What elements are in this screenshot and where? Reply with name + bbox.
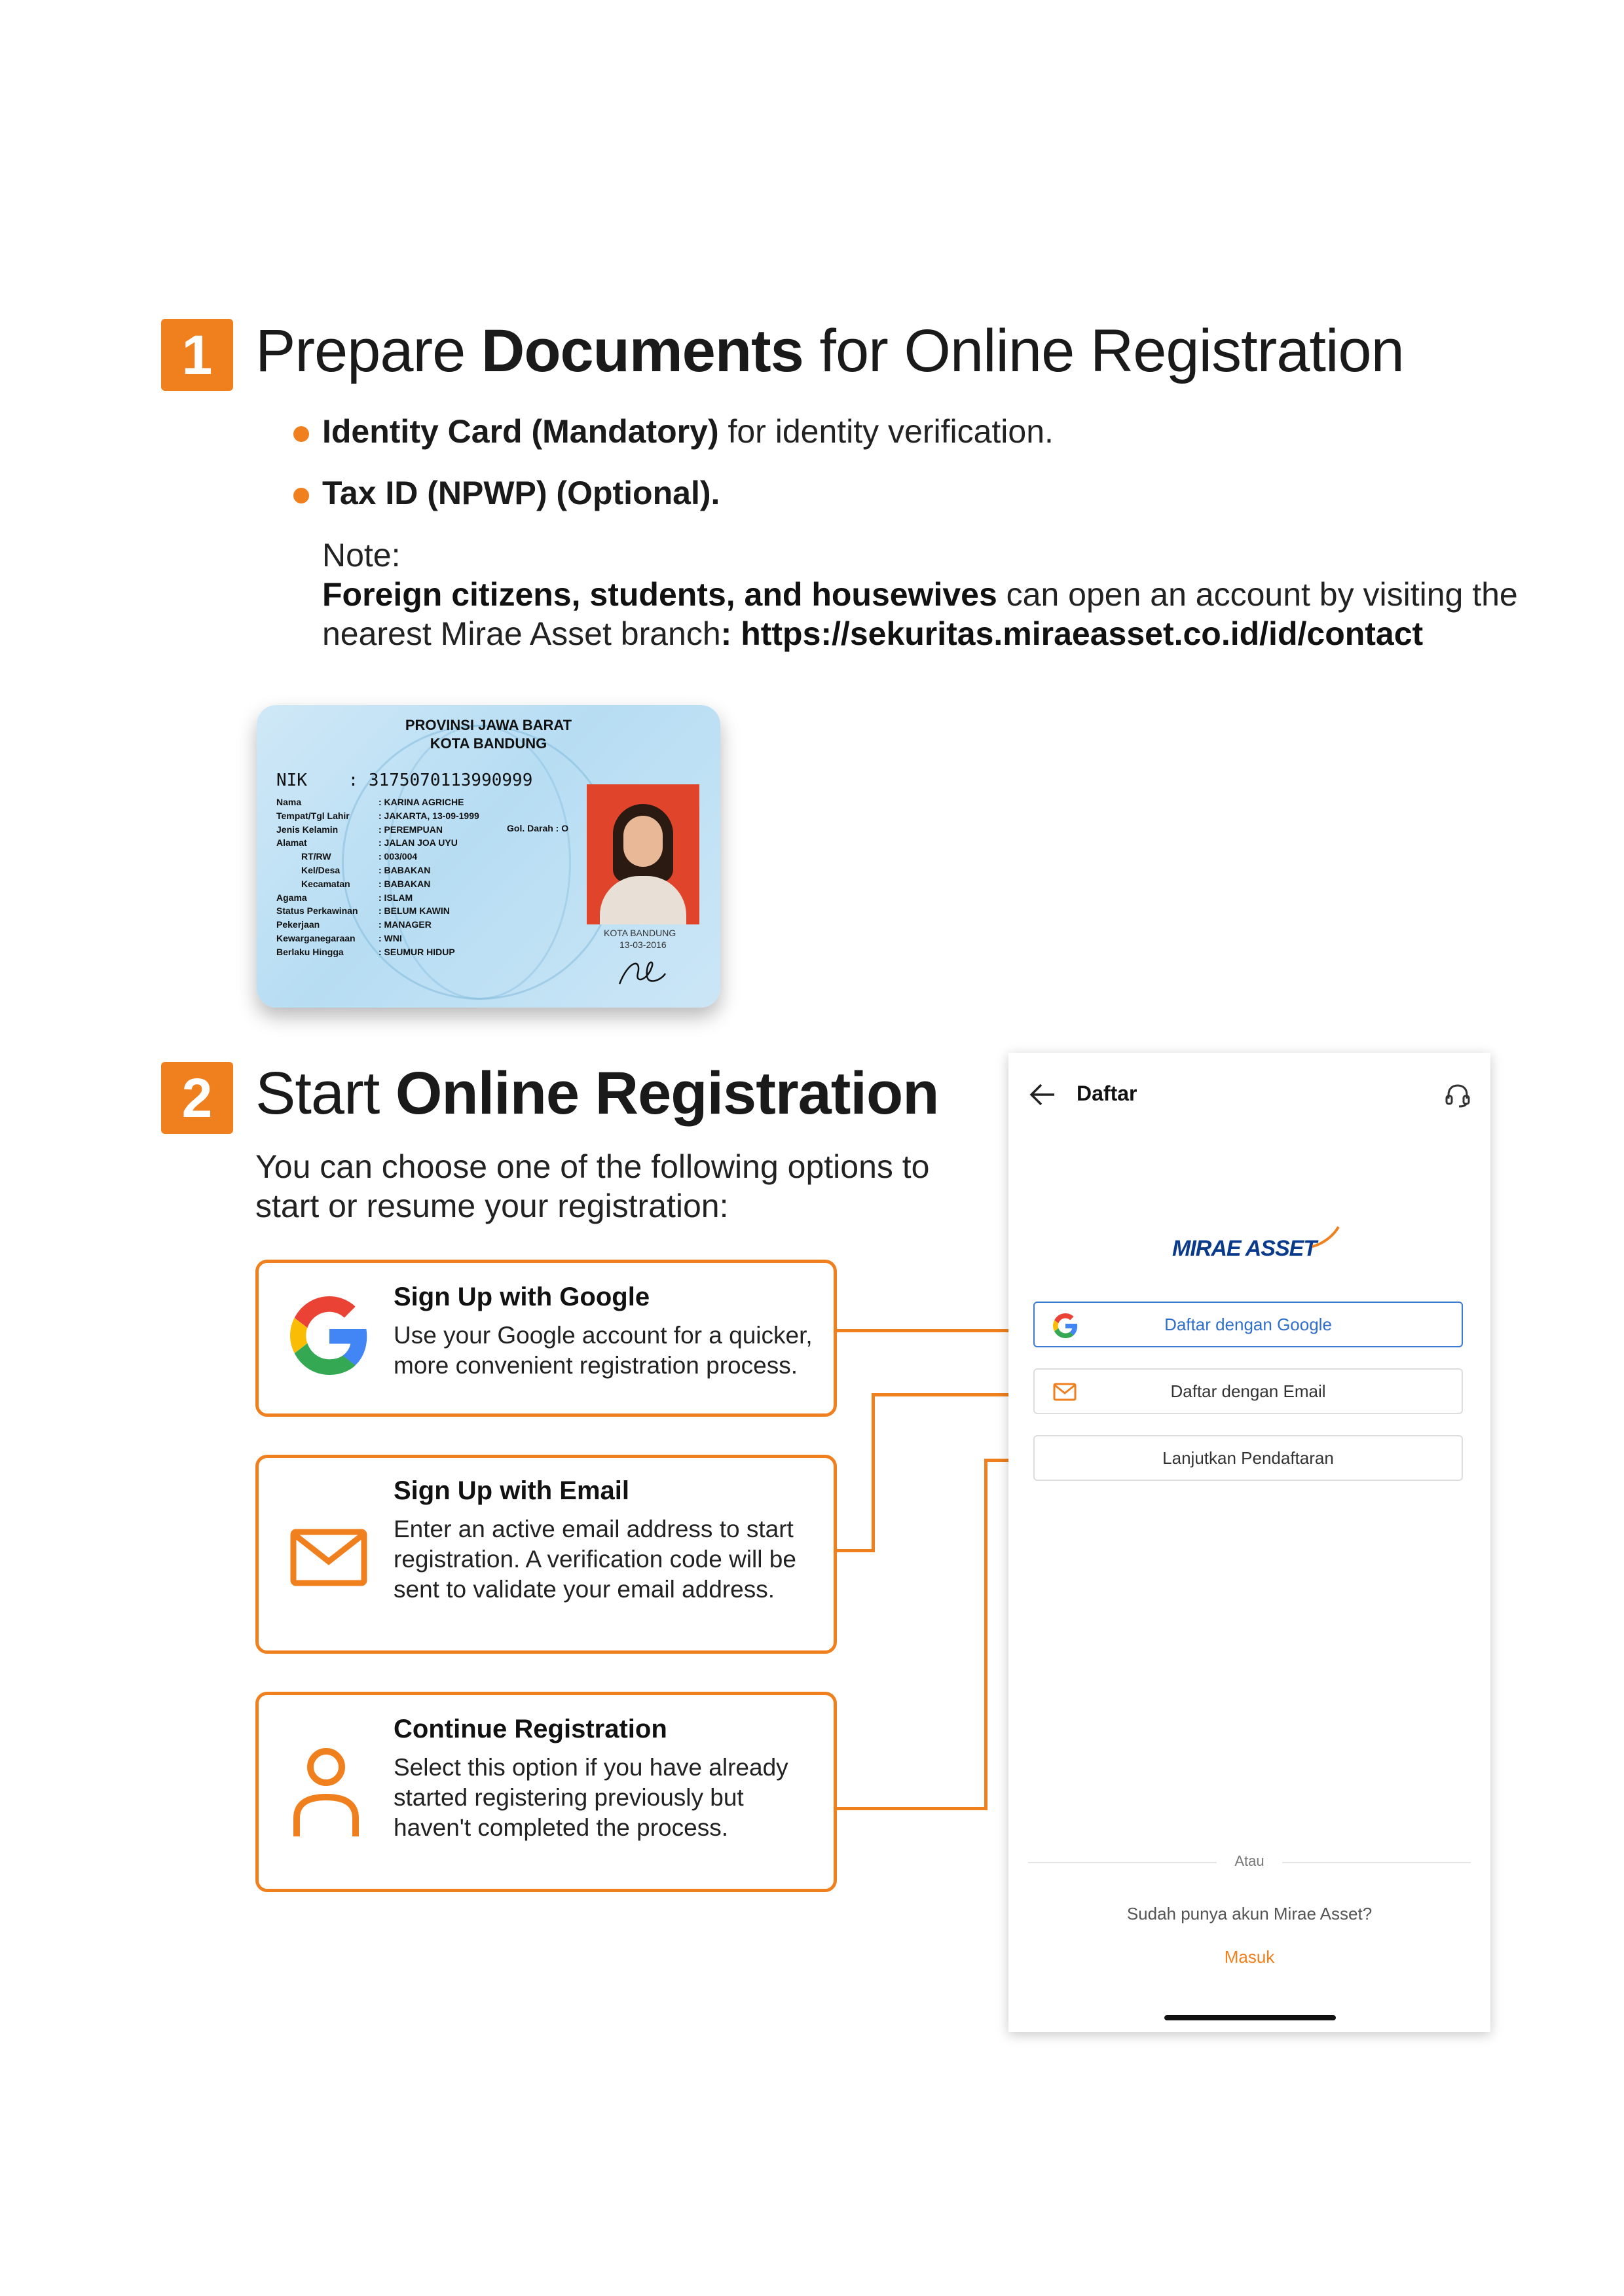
option-google-title: Sign Up with Google <box>394 1283 650 1311</box>
card-field-value: : BABAKAN <box>378 865 431 875</box>
register-google-label: Daftar dengan Google <box>1164 1315 1332 1334</box>
back-arrow-icon[interactable] <box>1029 1083 1056 1106</box>
option-email-title: Sign Up with Email <box>394 1476 630 1505</box>
card-field-value: : BELUM KAWIN <box>378 905 450 917</box>
section-1-heading <box>255 317 1404 386</box>
signature-icon <box>616 954 668 991</box>
headset-icon[interactable] <box>1445 1083 1471 1108</box>
card-blood-type: Gol. Darah : O <box>507 823 569 833</box>
card-field-label: Kel/Desa <box>301 865 341 875</box>
card-field-label: Kecamatan <box>301 878 350 889</box>
connector-continue <box>837 1807 987 1810</box>
card-field-label: Kewarganegaraan <box>276 933 356 943</box>
card-field-value: : JAKARTA, 13-09-1999 <box>378 810 479 821</box>
card-field-value: : PEREMPUAN <box>378 824 443 835</box>
section-2-heading <box>255 1059 938 1128</box>
card-watermark <box>388 725 571 1000</box>
option-continue-title: Continue Registration <box>394 1715 667 1743</box>
heading-pre: Start <box>255 1060 396 1127</box>
option-email-desc: sent to validate your email address. <box>394 1576 775 1603</box>
card-field-label: Alamat <box>276 837 307 848</box>
connector-email <box>872 1393 875 1552</box>
bullet-dot <box>293 426 309 442</box>
note-label: Note: <box>322 537 401 574</box>
continue-registration-button[interactable] <box>1033 1435 1463 1481</box>
connector-email <box>872 1393 1022 1396</box>
option-google-desc: Use your Google account for a quicker, <box>394 1322 813 1349</box>
connector-email <box>837 1549 875 1552</box>
card-field-value: : BABAKAN <box>378 878 431 889</box>
card-city: KOTA BANDUNG <box>430 735 547 752</box>
logo-swoosh-icon <box>1310 1224 1341 1249</box>
option-google[interactable] <box>255 1260 837 1417</box>
heading-bold: Online Registration <box>395 1060 939 1127</box>
step-2-badge: 2 <box>161 1062 233 1134</box>
have-account-text: Sudah punya akun Mirae Asset? <box>1126 1904 1373 1923</box>
mail-icon <box>290 1529 367 1586</box>
mirae-asset-logo: MIRAE ASSET <box>1172 1236 1317 1261</box>
card-field-value: : WNI <box>378 933 402 943</box>
option-continue-desc: haven't completed the process. <box>394 1814 728 1841</box>
step-1-badge: 1 <box>161 319 233 391</box>
google-icon <box>290 1296 369 1376</box>
heading-bold: Documents <box>481 318 803 384</box>
heading-pre: Prepare <box>255 318 481 384</box>
phone-mockup <box>1008 1053 1490 2032</box>
intro-line-1: You can choose one of the following options to <box>255 1148 930 1185</box>
option-continue[interactable] <box>255 1692 837 1892</box>
register-google-button[interactable] <box>1033 1302 1463 1347</box>
card-field-label: Pekerjaan <box>276 919 320 930</box>
card-field-label: Berlaku Hingga <box>276 946 344 957</box>
card-nik: NIK : 3175070113990999 <box>276 771 533 790</box>
card-province: PROVINSI JAWA BARAT <box>405 717 572 733</box>
login-link[interactable]: Masuk <box>1224 1947 1275 1967</box>
card-field-label: Nama <box>276 797 302 807</box>
option-email[interactable] <box>255 1455 837 1654</box>
card-photo <box>587 784 699 924</box>
card-issue-city: KOTA BANDUNG <box>604 928 676 938</box>
connector-continue <box>984 1459 987 1810</box>
card-field-label: Status Perkawinan <box>276 905 358 917</box>
card-field-label: Tempat/Tgl Lahir <box>276 810 350 821</box>
card-field-value: : 003/004 <box>378 851 418 862</box>
continue-registration-label: Lanjutkan Pendaftaran <box>1162 1448 1334 1468</box>
connector-google <box>837 1329 1022 1332</box>
option-email-desc: Enter an active email address to start <box>394 1516 794 1542</box>
card-field-label: Jenis Kelamin <box>276 824 339 835</box>
card-issue-date: 13-03-2016 <box>619 939 667 950</box>
option-email-desc: registration. A verification code will be <box>394 1546 796 1573</box>
note-line-1: Foreign citizens, students, and housewives can open an account by visiting the <box>322 576 1518 613</box>
contact-link[interactable]: : https://sekuritas.miraeasset.co.id/id/contact <box>720 615 1424 652</box>
card-field-value: : JALAN JOA UYU <box>378 837 458 848</box>
option-continue-desc: started registering previously but <box>394 1784 744 1811</box>
intro-line-2: start or resume your registration: <box>255 1188 729 1224</box>
card-field-value: : KARINA AGRICHE <box>378 797 464 807</box>
bullet-dot <box>293 488 309 503</box>
card-field-value: : SEUMUR HIDUP <box>378 946 455 957</box>
bullet-tax-id: Tax ID (NPWP) (Optional). <box>322 475 720 511</box>
or-label: Atau <box>1217 1853 1282 1870</box>
heading-post: for Online Registration <box>803 318 1404 384</box>
option-google-desc: more convenient registration process. <box>394 1352 798 1379</box>
card-field-value: : ISLAM <box>378 892 413 903</box>
note-line-2: nearest Mirae Asset branch: https://sekuritas.miraeasset.co.id/id/contact <box>322 615 1424 652</box>
user-icon <box>290 1747 362 1839</box>
identity-card-sample <box>257 705 720 1008</box>
phone-title: Daftar <box>1077 1082 1137 1105</box>
card-field-value: : MANAGER <box>378 919 432 930</box>
option-continue-desc: Select this option if you have already <box>394 1754 788 1781</box>
register-email-button[interactable] <box>1033 1368 1463 1414</box>
register-email-label: Daftar dengan Email <box>1170 1381 1326 1401</box>
bullet-identity-card: Identity Card (Mandatory) for identity verification. <box>322 413 1054 450</box>
card-field-label: Agama <box>276 892 307 903</box>
home-indicator <box>1164 2015 1336 2020</box>
card-field-label: RT/RW <box>301 851 331 862</box>
